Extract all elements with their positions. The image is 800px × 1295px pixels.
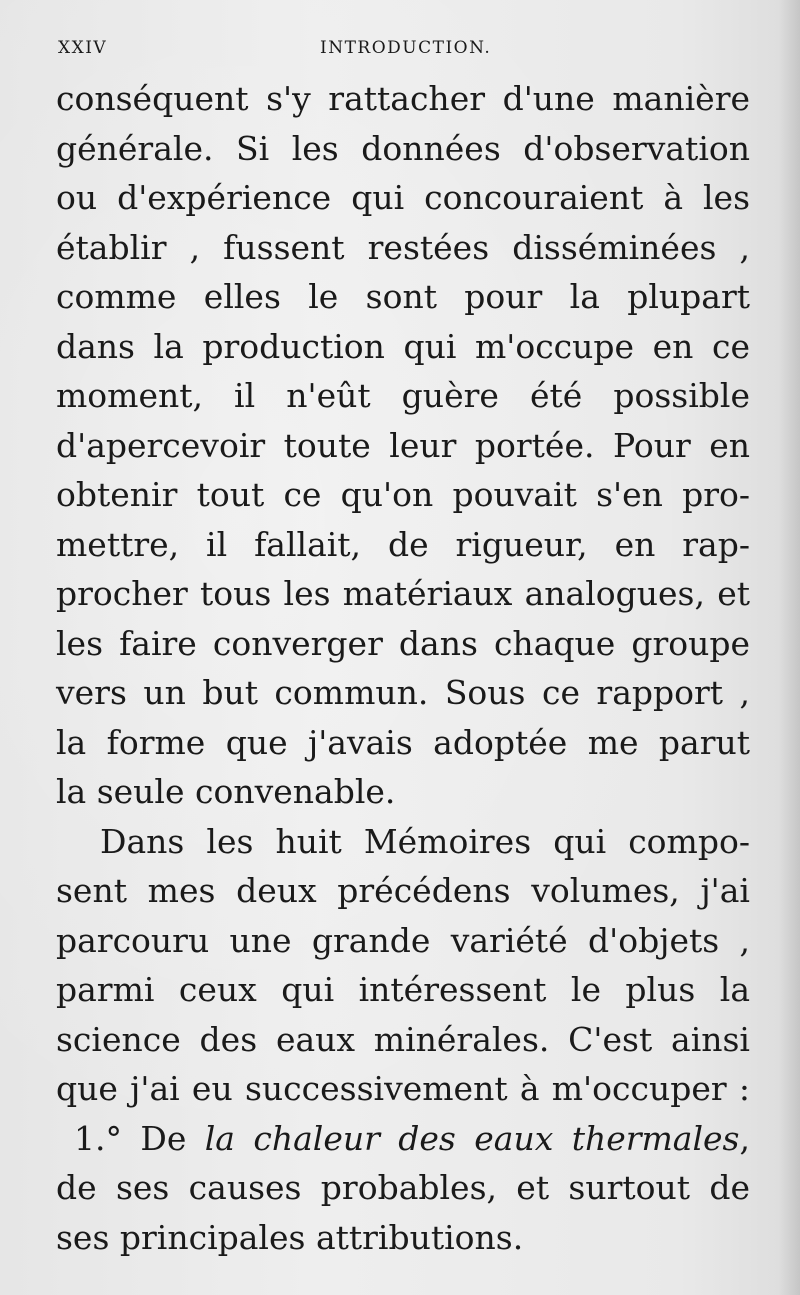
text-line: moment, il n'eût guère été possible <box>56 376 750 415</box>
running-head <box>58 38 748 62</box>
list-item-line <box>56 1114 750 1164</box>
text-line: établir , fussent restées disséminées , <box>56 227 750 267</box>
running-title: INTRODUCTION. <box>320 38 492 58</box>
text-line: parmi ceux qui intéressent le plus la <box>56 970 750 1009</box>
text-line: mettre, il fallait, de rigueur, en rap- <box>56 524 750 564</box>
text-line: que j'ai eu successivement à m'occuper : <box>56 1069 750 1108</box>
text-line: les faire converger dans chaque groupe <box>56 623 750 663</box>
text-line: comme elles le sont pour la plupart <box>56 277 750 316</box>
text-line: vers un but commun. Sous ce rapport , <box>56 673 750 712</box>
text-line: parcouru une grande variété d'objets , <box>56 920 750 960</box>
text-line: procher tous les matériaux analogues, et <box>56 574 750 613</box>
text-line: la seule convenable. <box>56 772 396 811</box>
item-number: 1.° De <box>74 1118 187 1158</box>
text-line: dans la production qui m'occupe en ce <box>56 326 750 366</box>
text-line: la forme que j'avais adoptée me parut <box>56 722 750 762</box>
item-title: la chaleur des eaux thermales <box>204 1118 740 1158</box>
text-line: sent mes deux précédens volumes, j'ai <box>56 871 750 910</box>
body-text <box>56 74 750 1262</box>
text-line: conséquent s'y rattacher d'une manière <box>56 79 750 118</box>
text-line: d'apercevoir toute leur portée. Pour en <box>56 425 750 465</box>
item-suffix: , <box>739 1118 750 1158</box>
page-number: XXIV <box>58 38 108 58</box>
text-line: ses principales attributions. <box>56 1217 524 1257</box>
text-line: obtenir tout ce qu'on pouvait s'en pro- <box>56 475 750 514</box>
text-line: générale. Si les données d'observation <box>56 128 750 168</box>
text-line: ou d'expérience qui concouraient à les <box>56 178 750 217</box>
text-line: Dans les huit Mémoires qui compo- <box>100 821 750 861</box>
text-line: science des eaux minérales. C'est ainsi <box>56 1019 750 1059</box>
text-line: de ses causes probables, et surtout de <box>56 1168 750 1207</box>
page-edge-shadow <box>778 0 800 1295</box>
